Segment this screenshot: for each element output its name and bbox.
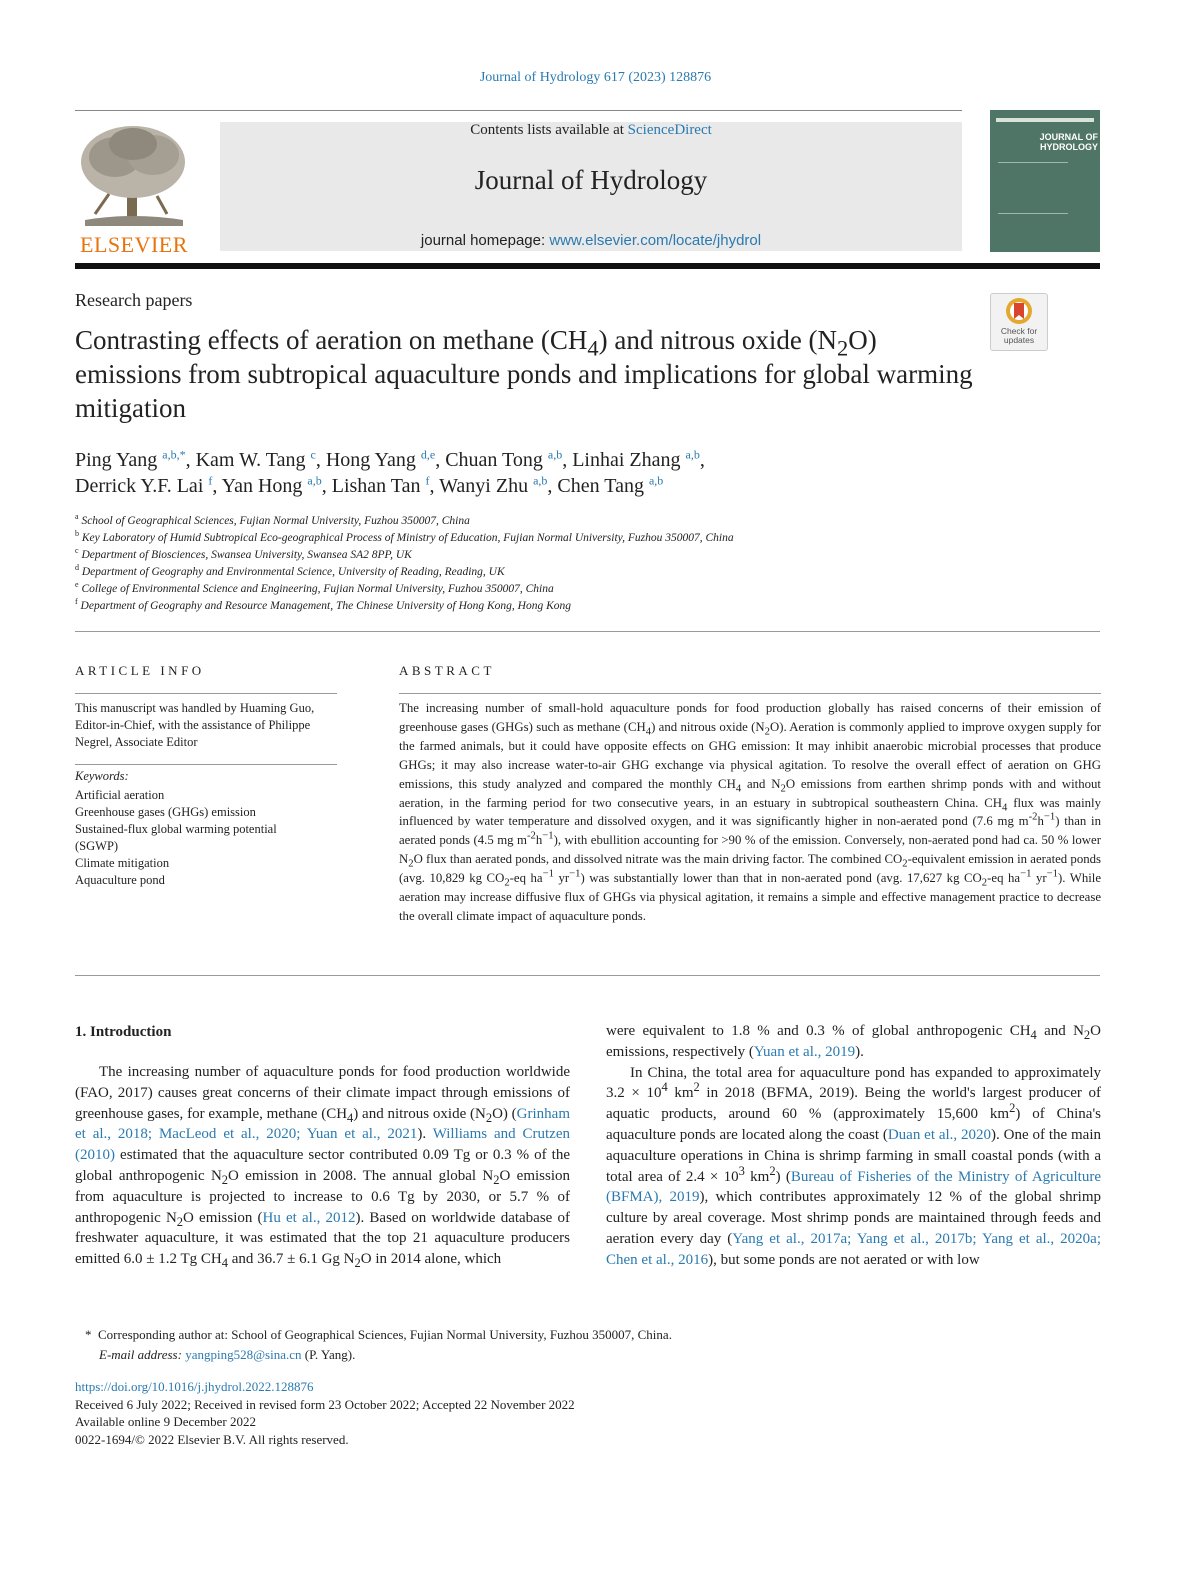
header-top-rule xyxy=(75,110,962,111)
affiliation-a: $^a$ School of Geographical Sciences, Fujian Normal University, Fuzhou 350007, China xyxy=(75,512,470,527)
introduction-heading: 1. Introduction xyxy=(75,1024,172,1040)
affiliation-c: $^c$ Department of Biosciences, Swansea University, Swansea SA2 8PP, UK xyxy=(75,546,412,561)
keyword-item: (SGWP) xyxy=(75,839,119,853)
citation-link[interactable]: Hu et al., 2012 xyxy=(262,1209,356,1226)
citation-link[interactable]: Williams and Crutzen (2010) xyxy=(75,1126,570,1164)
article-info-heading: ARTICLE INFO xyxy=(75,663,205,678)
article-info-rule xyxy=(75,693,337,694)
doi-link[interactable]: https://doi.org/10.1016/j.jhydrol.2022.128876 xyxy=(75,1379,314,1394)
keywords-list xyxy=(75,787,337,889)
journal-reference[interactable]: Journal of Hydrology 617 (2023) 128876 xyxy=(479,70,712,85)
corresponding-author: * Corresponding author at: School of Geographical Sciences, Fujian Normal University, Fuzhou 350007, China. xyxy=(85,1327,672,1342)
article-title: Contrasting effects of aeration on methane $(CH_4)$ and nitrous oxide $(N_2O)$ emissions from subtropical aquaculture ponds and implications for global warming mitigation xyxy=(75,325,973,423)
affiliation-b: $^b$ Key Laboratory of Humid Subtropical Eco-geographical Process of Ministry of Education, Fujian Normal University, Fuzhou 350007, China xyxy=(75,529,734,544)
abstract-heading: ABSTRACT xyxy=(399,663,495,678)
citation-link[interactable]: Bureau of Fisheries of the Ministry of Agriculture (BFMA), 2019 xyxy=(606,1168,1101,1206)
journal-homepage xyxy=(220,232,962,249)
contents-prefix: Contents lists available at xyxy=(470,122,628,138)
citation-link[interactable]: Yuan et al., 2019 xyxy=(753,1043,856,1060)
article-section-label: Research papers xyxy=(75,290,193,310)
affiliation-e: $^e$ College of Environmental Science and Engineering, Fujian Normal University, Fuzhou 350007, China xyxy=(75,580,554,595)
body-column-left xyxy=(75,1062,570,1270)
contents-line xyxy=(220,122,962,139)
elsevier-logo xyxy=(75,122,193,257)
body-column-right xyxy=(606,1021,1101,1271)
email-label: E-mail address: xyxy=(99,1347,182,1362)
homepage-link[interactable]: www.elsevier.com/locate/jhydrol xyxy=(549,232,762,249)
affiliation-d: $^d$ Department of Geography and Environmental Science, University of Reading, Reading, UK xyxy=(75,563,505,578)
corresponding-footnote xyxy=(85,1325,985,1365)
author-list: Ping Yang $^{a,b,*}$, Kam W. Tang $^c$, Hong Yang $^{d,e}$, Chuan Tong $^{a,b}$, Linhai Zhang $^{a,b}$, Derrick Y.F. Lai $^f$, Yan Hong $^{a,b}$, Lishan Tan $^f$, Wanyi Zhu $^{a,b}$, Chen Tang $^{a,b}$ xyxy=(75,447,705,497)
cover-title-line2: HYDROLOGY xyxy=(1039,142,1098,152)
bookmark-icon xyxy=(1005,297,1033,325)
keywords-heading: Keywords: xyxy=(75,769,129,783)
publisher-name: ELSEVIER xyxy=(80,232,188,257)
email-link[interactable]: yangping528@sina.cn xyxy=(185,1347,302,1362)
affiliations xyxy=(75,513,975,615)
journal-title: Journal of Hydrology xyxy=(474,165,708,195)
keywords-rule xyxy=(75,764,337,765)
keyword-item: Climate mitigation xyxy=(75,856,170,870)
abstract-rule xyxy=(399,693,1101,694)
citation-link[interactable]: Yang et al., 2017a; Yang et al., 2017b; Yang et al., 2020a; Chen et al., 2016 xyxy=(606,1230,1101,1268)
cover-contents-lines xyxy=(998,162,1068,214)
email-suffix: (P. Yang). xyxy=(301,1347,356,1362)
editor-note: This manuscript was handled by Huaming Guo, Editor-in-Chief, with the assistance of Philippe Negrel, Associate Editor xyxy=(75,701,315,749)
paragraph: The increasing number of aquaculture ponds for food production worldwide (FAO, 2017) causes great concerns of their climate impact through emissions of greenhouse gases, for example, methane $(CH_4)$ and nitrous oxide $(N_2O)$ (Grinham et al., 2018; MacLeod et al., 2020; Yuan et al., 2021). Williams and Crutzen (2010) estimated that the aquaculture sector contributed 0.09 Tg or 0.3 % of the global anthropogenic $N_2O$ emission in 2008. The annual global $N_2O$ emission from aquaculture is projected to increase to 0.6 Tg by 2030, or 5.7 % of anthropogenic $N_2O$ emission (Hu et al., 2012). Based on worldwide database of freshwater aquaculture, it was estimated that the top 21 aquaculture producers emitted 6.0 ± 1.2 Tg $CH_4$ and 36.7 ± 6.1 Gg $N_2O$ in 2014 alone, which xyxy=(75,1064,570,1271)
article-metadata xyxy=(75,1378,975,1448)
affiliation-f: $^f$ Department of Geography and Resource Management, The Chinese University of Hong Kong, Hong Kong xyxy=(75,597,572,612)
paragraph: were equivalent to 1.8 % and 0.3 % of global anthropogenic $CH_4$ and $N_2O$ emissions, respectively (Yuan et al., 2019). xyxy=(606,1023,1101,1060)
homepage-prefix: journal homepage: xyxy=(420,232,550,249)
keyword-item: Aquaculture pond xyxy=(75,873,165,887)
email-line xyxy=(85,1345,985,1365)
corresponding-text: Corresponding author at: School of Geographical Sciences, Fujian Normal University, Fuzhou 350007, China. xyxy=(98,1327,672,1342)
cover-title-line1: JOURNAL OF xyxy=(1039,132,1098,142)
received-dates: Received 6 July 2022; Received in revised form 23 October 2022; Accepted 22 November 2022 xyxy=(75,1396,575,1412)
keyword-item: Artificial aeration xyxy=(75,788,165,802)
check-for-updates-button[interactable] xyxy=(990,293,1048,351)
sciencedirect-link[interactable]: ScienceDirect xyxy=(627,122,712,138)
paragraph: In China, the total area for aquaculture pond has expanded to approximately $3.2 \times 10^4$ $km^2$ in 2018 (BFMA, 2019). Being the world's largest producer of aquatic products, around 60 % (approximately 15,600 $km^2$) of China's aquaculture ponds are located along the coast (Duan et al., 2020). One of the main aquaculture operations in China is shrimp farming in small coastal ponds (with a total area of $2.4 \times 10^3$ $km^2$) (Bureau of Fisheries of the Ministry of Agriculture (BFMA), 2019), which contributes approximately 12 % of the global shrimp culture by areal coverage. Most shrimp ponds are maintained through feeds and aeration every day (Yang et al., 2017a; Yang et al., 2017b; Yang et al., 2020a; Chen et al., 2016), but some ponds are not aerated or with low xyxy=(606,1064,1101,1268)
header-thick-rule xyxy=(75,263,1100,269)
cover-stripe xyxy=(996,118,1094,122)
abstract-bottom-rule xyxy=(75,975,1100,976)
check-for-updates-label: Check for updates xyxy=(1000,326,1038,345)
available-online: Available online 9 December 2022 xyxy=(75,1414,256,1429)
journal-cover-thumbnail[interactable] xyxy=(990,110,1100,252)
keyword-item: Greenhouse gases (GHGs) emission xyxy=(75,805,256,819)
copyright-line: 0022-1694/© 2022 Elsevier B.V. All rights reserved. xyxy=(75,1431,349,1447)
citation-link[interactable]: Grinham et al., 2018; MacLeod et al., 2020; Yuan et al., 2021 xyxy=(75,1105,570,1143)
citation-link[interactable]: Duan et al., 2020 xyxy=(887,1126,992,1143)
affiliation-rule xyxy=(75,631,1100,632)
keyword-item: Sustained-flux global warming potential xyxy=(75,822,277,836)
cover-title xyxy=(994,132,1098,152)
abstract-text: The increasing number of small-hold aquaculture ponds for food production globally has raised concerns of their emission of greenhouse gases (GHGs) such as methane $(CH_4)$ and nitrous oxide $(N_2O)$. Aeration is commonly applied to improve oxygen supply for the farmed animals, but it could have opposite effects on GHG emission: It may inhibit anaerobic microbial processes that produce GHGs; it may also increase water-to-air GHG exchange via physical agitation. To resolve the overall effect of aeration on GHG emissions, this study analyzed and compared the monthly $CH_4$ and $N_2O$ emissions from earthen shrimp ponds with and without aeration, in the farming period for two consecutive years, in an estuary in subtropical southeastern China. $CH_4$ flux was mainly influenced by water temperature and dissolved oxygen, and it was significantly higher in non-aerated pond (7.6 mg $m^{-2}h^{-1}$) than in aerated ponds (4.5 mg $m^{-2}h^{-1}$), with ebullition accounting for >90 % of the emission. Conversely, non-aerated pond had ca. 50 % lower $N_2O$ flux than aerated ponds, and dissolved nitrate was the main driving factor. The combined $CO_2$-equivalent emission in aerated ponds (avg. 10,829 kg $CO_2-eq$ $ha^{-1}$ $yr^{-1}$) was substantially lower than that in non-aerated pond (avg. 17,627 kg $CO_2-eq$ $ha^{-1}$ $yr^{-1}$). While aeration may increase diffusive flux of GHGs via physical agitation, it remains a simple and effective management practice to decrease the overall climate impact of aquaculture ponds. xyxy=(399,701,1102,923)
